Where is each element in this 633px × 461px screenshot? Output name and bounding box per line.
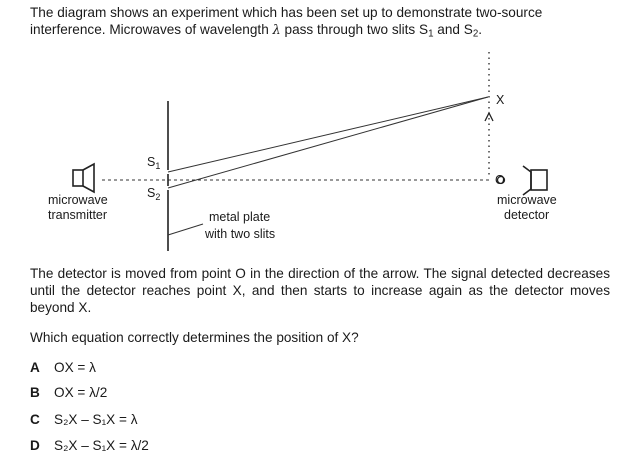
transmitter-label-2: transmitter: [48, 208, 108, 222]
option-letter: B: [30, 385, 40, 400]
intro-line-2b: pass through two slits S: [280, 22, 429, 37]
point-o-circle: [498, 177, 505, 184]
label-x: X: [496, 93, 505, 107]
option-text: OX = λ: [54, 360, 96, 375]
s2-subscript: 2: [472, 28, 479, 40]
label-o: O: [495, 173, 505, 187]
option-letter: D: [30, 438, 40, 453]
option-text: OX = λ/2: [54, 385, 108, 400]
lambda-symbol: λ: [272, 23, 281, 38]
plate-leader-line: [168, 224, 203, 235]
label-s2: $S_2$: [147, 186, 161, 202]
plate-label-2: with two slits: [205, 227, 276, 241]
option-text: S₂X – S₁X = λ/2: [54, 438, 149, 453]
transmitter-icon: [73, 164, 94, 192]
transmitter-label-1: microwave: [48, 193, 108, 207]
option-b[interactable]: [30, 384, 107, 402]
option-a[interactable]: [30, 359, 96, 377]
intro-line-2c: and S: [433, 22, 473, 37]
path-lines: [168, 97, 488, 188]
intro-line-2a: interference. Microwaves of wavelength: [30, 22, 273, 37]
label-s1: $S_1$: [147, 155, 161, 171]
intro-line-1: The diagram shows an experiment which has been set up to demonstrate two-source: [30, 5, 543, 20]
plate-label-1: metal plate: [209, 210, 271, 224]
option-letter: A: [30, 360, 40, 375]
arrow-icon: [485, 113, 493, 121]
intro-paragraph: [30, 4, 610, 39]
detector-icon: [523, 166, 547, 195]
option-letter: C: [30, 412, 40, 427]
option-d[interactable]: [30, 437, 149, 455]
detector-label-1: microwave: [497, 193, 557, 207]
detector-paragraph: The detector is moved from point O in the direction of the arrow. The signal detected decreases until the detector reaches point X, and then starts to increase again as the detector moves beyond X.: [30, 266, 610, 315]
s1-subscript: 1: [428, 28, 434, 40]
question-text: Which equation correctly determines the position of X?: [30, 330, 359, 345]
option-text: S₂X – S₁X = λ: [54, 412, 138, 427]
option-c[interactable]: [30, 411, 138, 429]
detector-label-2: detector: [504, 208, 550, 222]
intro-line-2d: .: [478, 22, 483, 37]
